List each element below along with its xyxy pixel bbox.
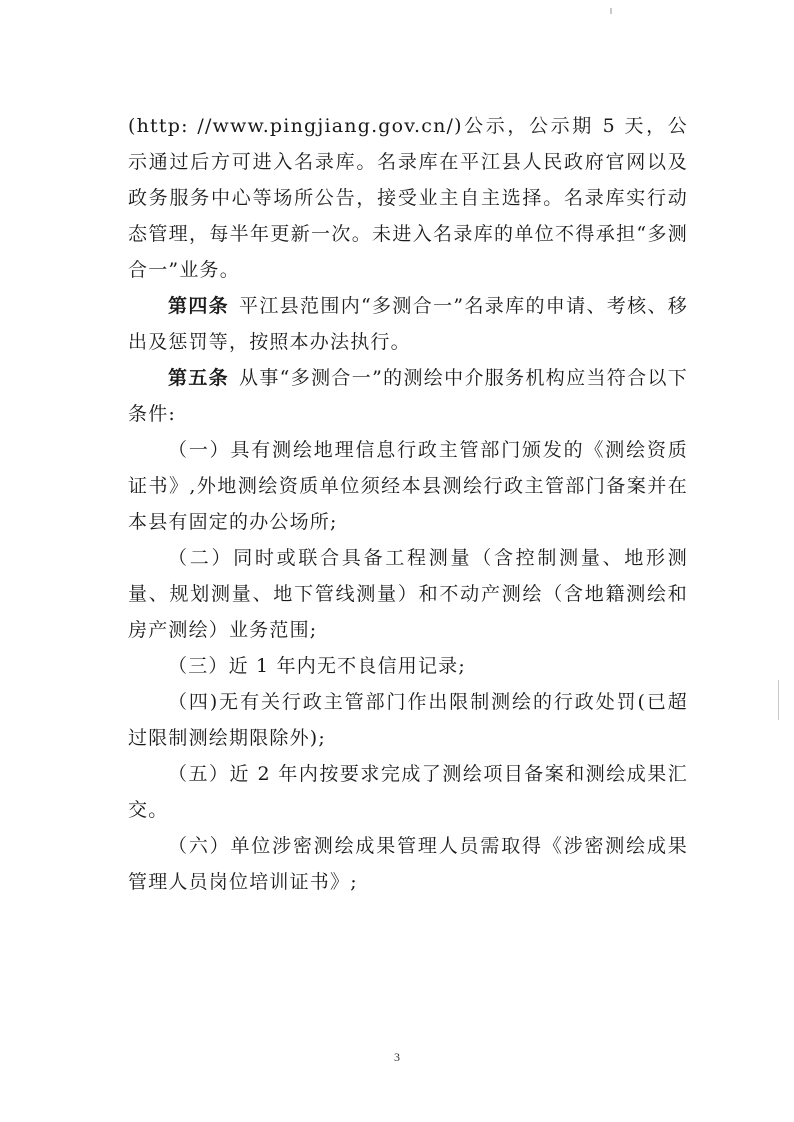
condition-text: （五）近 2 年内按要求完成了测绘项目备案和测绘成果汇交。 bbox=[128, 763, 688, 821]
condition-item-6 bbox=[128, 828, 688, 900]
condition-text: （一）具有测绘地理信息行政主管部门颁发的《测绘资质证书》,外地测绘资质单位须经本县测绘行政主管部门备案并在本县有固定的办公场所; bbox=[128, 439, 688, 533]
scan-speck bbox=[778, 680, 779, 720]
condition-text: （六）单位涉密测绘成果管理人员需取得《涉密测绘成果管理人员岗位培训证书》; bbox=[128, 835, 688, 893]
condition-item-4 bbox=[128, 684, 688, 756]
article-label: 第五条 bbox=[168, 367, 230, 389]
article-label: 第四条 bbox=[168, 295, 230, 317]
page-number: 3 bbox=[394, 1050, 400, 1064]
article-text: 平江县范围内“多测合一”名录库的申请、考核、移出及惩罚等，按照本办法执行。 bbox=[128, 295, 688, 353]
condition-item-3 bbox=[128, 648, 688, 684]
condition-text: （四)无有关行政主管部门作出限制测绘的行政处罚(已超过限制测绘期限除外); bbox=[128, 691, 688, 749]
document-body bbox=[128, 108, 688, 900]
article-4 bbox=[128, 288, 688, 360]
paragraph-text: (http: //www.pingjiang.gov.cn/)公示，公示期 5 天，公示通过后方可进入名录库。名录库在平江县人民政府官网以及政务服务中心等场所公告，接受业主自主选择。名录库实行动态管理，每半年更新一次。未进入名录库的单位不得承担“多测合一”业务。 bbox=[128, 115, 688, 281]
condition-item-1 bbox=[128, 432, 688, 540]
article-5 bbox=[128, 360, 688, 432]
scan-speck bbox=[610, 8, 612, 14]
condition-item-5 bbox=[128, 756, 688, 828]
paragraph-continuation bbox=[128, 108, 688, 288]
condition-text: （二）同时或联合具备工程测量（含控制测量、地形测量、规划测量、地下管线测量）和不动产测绘（含地籍测绘和房产测绘）业务范围; bbox=[128, 547, 688, 641]
condition-item-2 bbox=[128, 540, 688, 648]
condition-text: （三）近 1 年内无不良信用记录; bbox=[168, 655, 466, 677]
article-text: 从事“多测合一”的测绘中介服务机构应当符合以下条件: bbox=[128, 367, 688, 425]
